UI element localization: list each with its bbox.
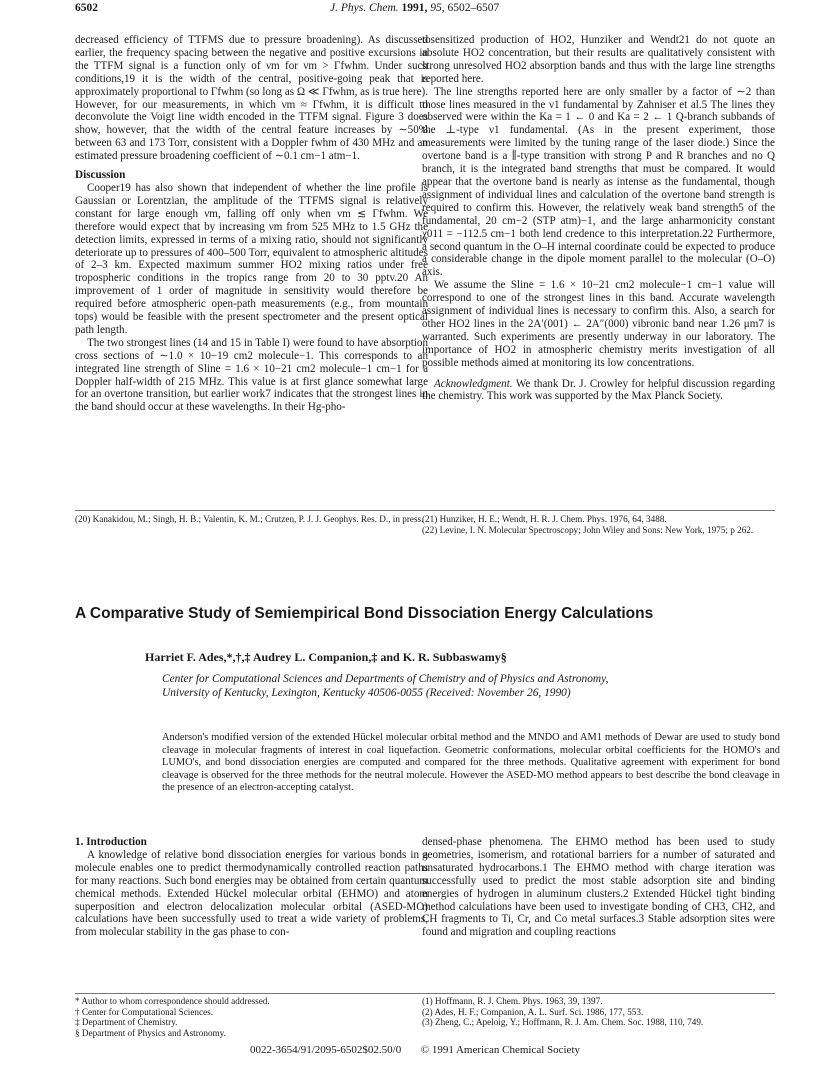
paragraph: We assume the Sline = 1.6 × 10−21 cm2 molecule−1 cm−1 value will correspond to one of the strongest lines in this band. Accurate wavelength assignment of individual lines is necessary to confirm this. Also, a search for other HO2 lines in the 2A′(001) ← 2A″(000) vibronic band near 1.26 μm7 is warranted. Such experiments are presently underway in our laboratory. The importance of HO2 in atmospheric chemistry merits investigation of all possible methods aimed at monitoring its low concentrations. [422,279,775,369]
section-heading-introduction: 1. Introduction [75,836,147,848]
author-list: Harriet F. Ades,*,†,‡ Audrey L. Companion,‡ and K. R. Subbaswamy§ [145,650,507,664]
top-right-column [422,34,775,403]
intro-left-column [75,836,428,939]
journal-pages: 6502–6507 [447,2,500,14]
author-footnotes [75,996,428,1038]
article-title: A Comparative Study of Semiempirical Bond Dissociation Energy Calculations [75,605,654,622]
paragraph: The line strengths reported here are only smaller by a factor of ∼2 than those lines measured in the ν1 fundamental by Zahniser et al.5 The lines they observed were within the Ka = 1 ← 0 and Ka = 2 ← 1 Q-branch subbands of the ⊥-type ν1 fundamental. (As in the present experiment, those measurements were limited by the tuning range of the laser diode.) Since the overtone band is a ∥-type transition with strong P and R branches and no Q branch, it is the integrated band strengths that must be compared. It would appear that the overtone band is nearly as intense as the fundamental, though assignment of individual lines and calculation of the overtone band strength is required to confirm this. However, the relatively weak band strength5 of the fundamental, 20 cm−2 (STP atm)−1, and the large anharmonicity constant χ011 = −112.5 cm−1 both lend credence to this interpretation.22 Furthermore, a second quantum in the O–H internal coordinate could be expected to produce a considerable change in the dipole moment parallel to the molecular (O–O) axis. [422,85,775,279]
paragraph: decreased efficiency of TTFMS due to pressure broadening). As discussed earlier, the frequency spacing between the negative and positive excursions in the TTFM signal is a function only of νm for νm > Γfwhm. Under such conditions,19 it is the width of the central, positive-going peak that is approximately proportional to Γfwhm (so long as Ω ≪ Γfwhm, as is true here). However, for our measurements, in which νm ≈ Γfwhm, it is difficult to deconvolute the Voigt line width encoded in the TTFM signal. Figure 3 does show, however, that the width of the central feature increases by ∼50% between 63 and 173 Torr, consistent with a Doppler fwhm of 430 MHz and an estimated pressure broadening coefficient of ∼0.1 cm−1 atm−1. [75,34,428,163]
footnote-21: (21) Hunziker, H. E.; Wendt, H. R. J. Chem. Phys. 1976, 64, 3488. [422,514,667,524]
footnote-ref-3: (3) Zheng, C.; Apeloig, Y.; Hoffmann, R. J. Am. Chem. Soc. 1988, 110, 749. [422,1017,704,1028]
affiliation-line-1: Center for Computational Sciences and Departments of Chemistry and of Physics and Astronomy, [162,673,609,685]
section-heading-discussion: Discussion [75,169,126,182]
page-footer [200,1044,630,1056]
abstract: Anderson's modified version of the extended Hückel molecular orbital method and the MNDO and AM1 methods of Dewar are used to study bond cleavage in molecular fragments of interest in coal liquefaction. Geometric conformations, molecular orbital coefficients for the HOMO's and LUMO's, and bond dissociation energies are computed and compared for the three methods. Qualitative agreement with experiment for bond cleavage is observed for the three methods for the neutral molecule. However the ASED-MO method appears to best describe the bond cleavage in the presence of an electron-accepting catalyst. [162,732,780,794]
paragraph: A knowledge of relative bond dissociation energies for various bonds in a molecule enables one to predict thermodynamically controlled reaction paths for many reactions. Such bond energies may be obtained from certain quantum chemical methods. Extended Hückel molecular orbital (EHMO) and atom superposition and electron delocalization molecular orbital (ASED-MO) calculations have been successfully used to treat a wide variety of problems, from molecular stability in the gas phase to con- [75,848,428,939]
footer-code: 0022-3654/91/2095-6502$02.50/0 [249,1044,402,1056]
paragraph: The two strongest lines (14 and 15 in Table I) were found to have absorption cross sections of ∼1.0 × 10−19 cm2 molecule−1. This corresponds to an integrated line strength of Sline = 1.6 × 10−21 cm2 molecule−1 cm−1 for a Doppler half-width of 215 MHz. This value is at first glance somewhat large for an overtone transition, but earlier work7 indicates that the strongest lines in the band should occur at these wavelengths. In their Hg-pho- [75,336,428,414]
footnote-rule [75,993,428,994]
acknowledgment [422,378,775,404]
footnote-rule [422,993,775,994]
footnote-rule [75,510,428,511]
running-header [75,2,775,18]
footnote-ref-2: (2) Ades, H. F.; Companion, A. L. Surf. Sci. 1986, 177, 553. [422,1006,644,1017]
top-left-column [75,34,428,414]
affiliation-line-2: University of Kentucky, Lexington, Kentucky 40506-0055 (Received: November 26, 1990) [162,687,571,699]
footnote-chemistry: ‡ Department of Chemistry. [75,1017,178,1028]
journal-name: J. Phys. Chem. [330,2,399,14]
paragraph: densed-phase phenomena. The EHMO method has been used to study geometries, isomerism, and rotational barriers for a number of saturated and unsaturated hydrocarbons.1 The EHMO method with charge iteration was successfully used to predict the most stable adsorption site and binding energies of hydrogen in aluminum clusters.2 Extended Hückel tight binding method calculations have been used to investigate bonding of CH3, CH2, and CH fragments to Ti, Cr, and Co metal surfaces.3 Stable adsorption sites were found and migration and coupling reactions [422,836,775,939]
top-left-footnotes [75,514,428,525]
footnote-20: (20) Kanakidou, M.; Singh, H. B.; Valentin, K. M.; Crutzen, P. J. J. Geophys. Res. D., in press. [75,514,424,524]
footnote-ref-1: (1) Hoffmann, R. J. Chem. Phys. 1963, 39, 1397. [422,996,603,1006]
footnote-corresponding-author: * Author to whom correspondence should addressed. [75,996,270,1006]
footnote-physics: § Department of Physics and Astronomy. [75,1027,226,1038]
affiliation [162,672,762,700]
reference-footnotes [422,996,775,1028]
journal-volume: 95, [430,2,445,14]
acknowledgment-label: Acknowledgment. [434,377,513,390]
intro-right-column [422,836,775,939]
journal-citation [330,2,499,14]
footnote-22: (22) Levine, I. N. Molecular Spectroscopy; John Wiley and Sons: New York, 1975; p 262. [422,524,754,535]
paragraph: tosensitized production of HO2, Hunziker and Wendt21 do not quote an absolute HO2 concentration, but their results are qualitatively consistent with strong unresolved HO2 absorption bands and thus with the large line strengths reported here. [422,34,775,85]
paragraph: Cooper19 has also shown that independent of whether the line profile is Gaussian or Lorentzian, the amplitude of the TTFMS signal is relatively constant for large enough νm, falling off only when νm ≲ Γfwhm. We therefore would expect that by increasing νm from 525 MHz to 1.5 GHz the detection limits, expressed in terms of a mixing ratio, should not significantly deteriorate up to pressures of 400–500 Torr, equivalent to atmospheric altitudes of 2–3 km. Expected maximum summer HO2 mixing ratios under free tropospheric conditions in the tropics range from 20 to 30 pptv.20 An improvement of 1 order of magnitude in sensitivity would therefore be required before atmospheric open-path measurements (e.g., from mountain tops) would be feasible with the present spectrometer and the present optical path length. [75,181,428,336]
acknowledgment-text: We thank Dr. J. Crowley for helpful discussion regarding the chemistry. This work was supported by the Max Planck Society. [422,377,775,403]
footer-copyright: © 1991 American Chemical Society [420,1044,580,1056]
journal-year: 1991, [401,2,428,14]
footnote-rule [422,510,775,511]
footnote-computational-sciences: † Center for Computational Sciences. [75,1006,214,1017]
top-right-footnotes [422,514,775,535]
page-number: 6502 [75,2,98,14]
